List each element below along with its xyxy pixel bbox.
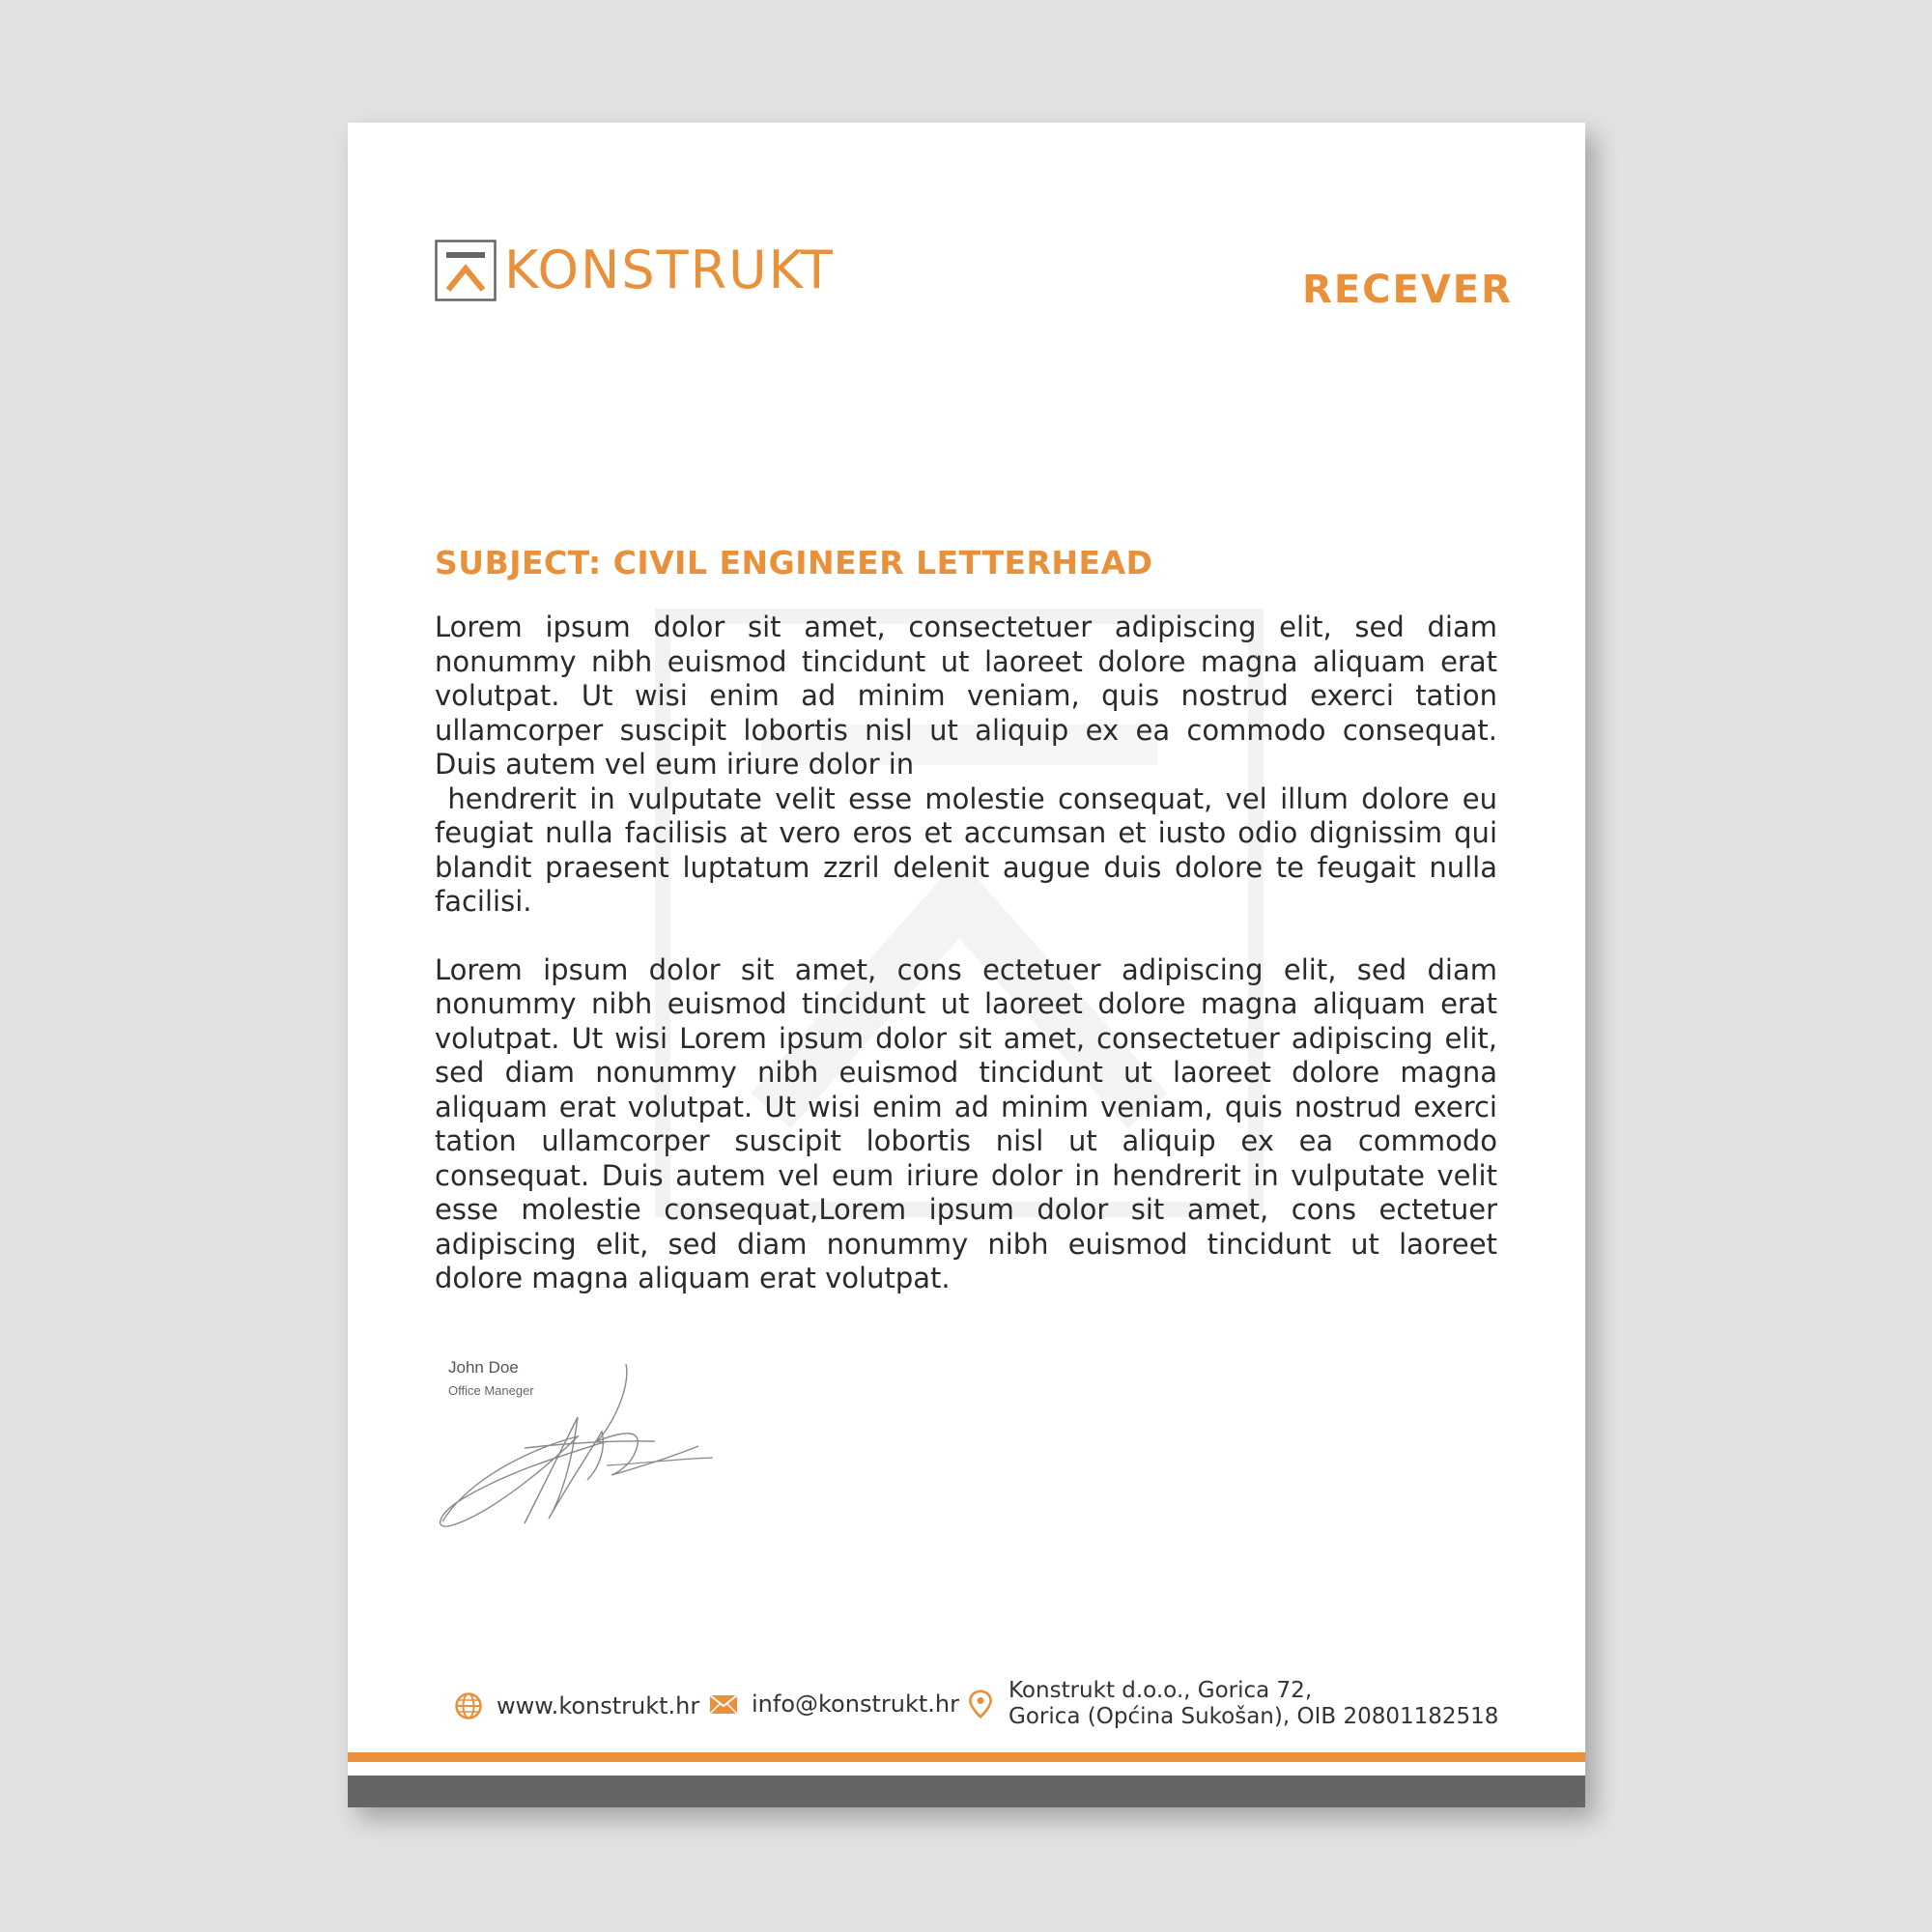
paragraph-1	[435, 611, 1497, 920]
envelope-icon	[709, 1690, 738, 1719]
signer-name: John Doe	[448, 1358, 519, 1377]
letter-body	[435, 611, 1497, 1296]
address-line-2: Gorica (Općina Sukošan), OIB 20801182518	[1009, 1704, 1499, 1729]
footer-contact	[348, 1678, 1585, 1736]
company-logo	[435, 239, 835, 302]
letter-subject: SUBJECT: CIVIL ENGINEER LETTERHEAD	[435, 544, 1153, 582]
footer-website[interactable]	[454, 1691, 699, 1720]
paragraph-1-part-b: hendrerit in vulputate velit esse molestie consequat, vel illum dolore eu feugiat nulla facilisis at vero eros et accumsan et iusto odio dignissim qui blandit praesent luptatum zzril delenit augue duis dolore te feugait nulla facilisi.	[435, 781, 1498, 918]
website-text: www.konstrukt.hr	[497, 1692, 700, 1719]
address-line-1: Konstrukt d.o.o., Gorica 72,	[1009, 1678, 1313, 1703]
email-text: info@konstrukt.hr	[752, 1690, 959, 1718]
address-text	[1009, 1678, 1498, 1730]
company-name: KONSTRUKT	[504, 240, 835, 300]
logo-mark-icon	[435, 240, 497, 301]
paragraph-1-part-a: Lorem ipsum dolor sit amet, consectetuer adipiscing elit, sed diam nonummy nibh euismod tincidunt ut laoreet dolore magna aliquam erat volutpat. Ut wisi enim ad minim veniam, quis nostrud exerci tation ullamcorper suscipit lobortis nisl ut aliquip ex ea commodo consequat. Duis autem vel eum iriure dolor in	[435, 611, 1497, 781]
signer-title: Office Maneger	[448, 1383, 534, 1398]
paragraph-2: Lorem ipsum dolor sit amet, cons ectetuer adipiscing elit, sed diam nonummy nibh euismod tincidunt ut laoreet dolore magna aliquam erat volutpat. Ut wisi Lorem ipsum dolor sit amet, consectetuer adipiscing elit, sed diam nonummy nibh euismod tincidunt ut laoreet dolore magna aliquam erat volutpat. Ut wisi enim ad minim veniam, quis nostrud exerci tation ullamcorper suscipit lobortis nisl ut aliquip ex ea commodo consequat. Duis autem vel eum iriure dolor in hendrerit in vulputate velit esse molestie consequat,Lorem ipsum dolor sit amet, cons ectetuer adipiscing elit, sed diam nonummy nibh euismod tincidunt ut laoreet dolore magna aliquam erat volutpat.	[435, 952, 1497, 1294]
receiver-label: RECEVER	[1302, 268, 1513, 312]
globe-icon	[454, 1691, 483, 1720]
footer-email[interactable]	[709, 1690, 959, 1719]
location-pin-icon	[966, 1690, 995, 1719]
letterhead-page	[348, 123, 1585, 1807]
footer-accent-bar	[348, 1752, 1585, 1762]
handwritten-signature	[433, 1359, 723, 1533]
footer-address	[966, 1678, 1498, 1730]
footer-base-bar	[348, 1776, 1585, 1807]
